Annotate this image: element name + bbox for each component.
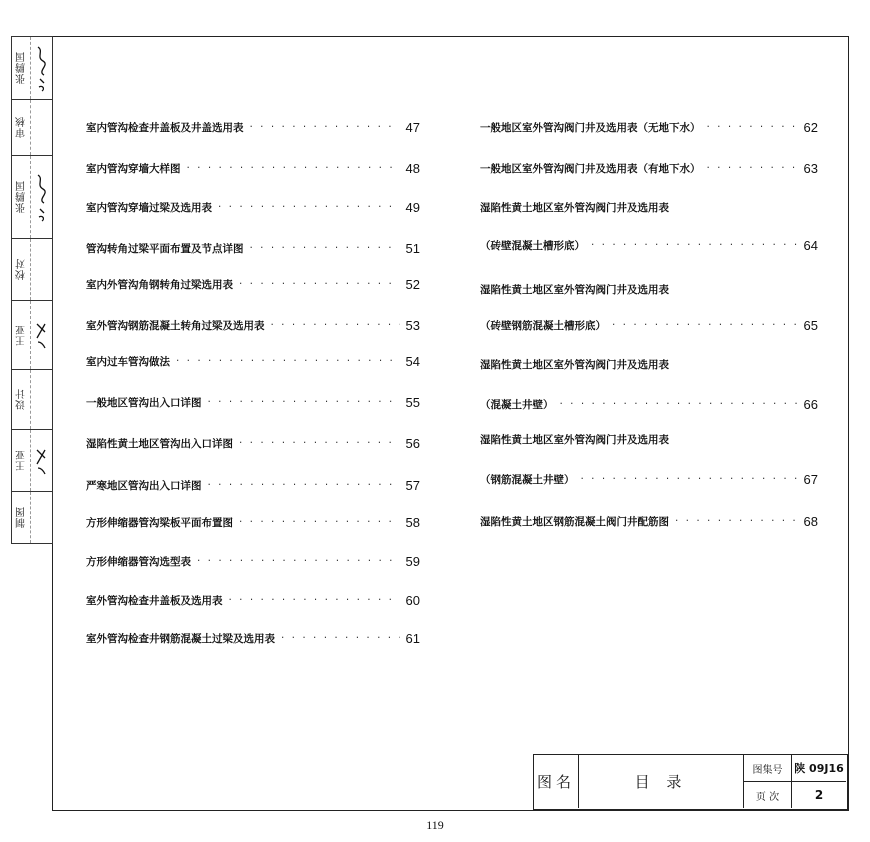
signature-mark bbox=[32, 430, 50, 491]
toc-page-number: 58 bbox=[405, 514, 420, 530]
toc-entry[interactable] bbox=[86, 514, 420, 530]
sidebar-label: 制图 bbox=[16, 506, 28, 529]
sidebar-label: 张腾国 bbox=[16, 180, 28, 214]
toc-page-number: 55 bbox=[405, 394, 420, 410]
toc-title: （混凝土井壁） bbox=[480, 398, 554, 411]
toc-title: 方形伸缩器管沟选型表 bbox=[86, 555, 191, 568]
drawing-name-label: 图名 bbox=[534, 755, 579, 808]
toc-title: 室内过车管沟做法 bbox=[86, 355, 170, 368]
toc-title: （钢筋混凝土井壁） bbox=[480, 473, 575, 486]
signature-mark bbox=[32, 37, 50, 99]
toc-title: 湿陷性黄土地区室外管沟阀门井及选用表 bbox=[480, 433, 669, 446]
drawing-name-value: 目 录 bbox=[579, 755, 744, 808]
sidebar-cell bbox=[12, 430, 52, 492]
toc-title: 湿陷性黄土地区室外管沟阀门井及选用表 bbox=[480, 201, 669, 214]
toc-page-number: 64 bbox=[803, 237, 818, 253]
sidebar-cell bbox=[12, 239, 52, 301]
toc-entry[interactable] bbox=[86, 199, 420, 215]
toc-page-number: 51 bbox=[405, 240, 420, 256]
toc-entry[interactable] bbox=[86, 317, 420, 333]
toc-entry[interactable] bbox=[86, 160, 420, 176]
sidebar-label: 审核 bbox=[16, 116, 28, 139]
toc-entry[interactable] bbox=[86, 630, 420, 646]
toc-page-number: 68 bbox=[803, 513, 818, 529]
toc-entry[interactable] bbox=[86, 592, 420, 608]
toc-entry[interactable] bbox=[480, 471, 818, 487]
toc-title: 室内外管沟角钢转角过梁选用表 bbox=[86, 278, 233, 291]
toc-page-number: 59 bbox=[405, 553, 420, 569]
atlas-number-value: 陕 09J16 bbox=[792, 755, 846, 782]
toc-page-number: 47 bbox=[405, 119, 420, 135]
toc-title: 室外管沟检查井钢筋混凝土过梁及选用表 bbox=[86, 632, 275, 645]
toc-title: 一般地区管沟出入口详图 bbox=[86, 396, 202, 409]
toc-page-number: 63 bbox=[803, 160, 818, 176]
toc-entry[interactable] bbox=[480, 119, 818, 135]
toc-title: 室内管沟检查井盖板及井盖选用表 bbox=[86, 121, 244, 134]
toc-page-number: 67 bbox=[803, 471, 818, 487]
toc-page-number: 56 bbox=[405, 435, 420, 451]
toc-title: 方形伸缩器管沟梁板平面布置图 bbox=[86, 516, 233, 529]
toc-page-number: 60 bbox=[405, 592, 420, 608]
toc-page-number: 57 bbox=[405, 477, 420, 493]
signature-sidebar bbox=[11, 36, 53, 544]
toc-page-number: 49 bbox=[405, 199, 420, 215]
toc-entry[interactable] bbox=[86, 240, 420, 256]
atlas-number-label: 图集号 bbox=[744, 755, 792, 782]
toc-title: 严寒地区管沟出入口详图 bbox=[86, 479, 202, 492]
toc-title: 湿陷性黄土地区管沟出入口详图 bbox=[86, 437, 233, 450]
toc-page-number: 65 bbox=[803, 317, 818, 333]
sidebar-cell bbox=[12, 492, 52, 543]
toc-page-number: 53 bbox=[405, 317, 420, 333]
toc-title: 湿陷性黄土地区室外管沟阀门井及选用表 bbox=[480, 358, 669, 371]
toc-page-number: 66 bbox=[803, 396, 818, 412]
toc-page-number: 54 bbox=[405, 353, 420, 369]
toc-entry-heading[interactable] bbox=[480, 431, 818, 447]
toc-entry[interactable] bbox=[480, 396, 818, 412]
toc-entry[interactable] bbox=[86, 435, 420, 451]
sidebar-label: 王亚 bbox=[16, 449, 28, 472]
sidebar-cell bbox=[12, 370, 52, 430]
toc-entry[interactable] bbox=[86, 394, 420, 410]
toc-entry[interactable] bbox=[86, 477, 420, 493]
toc-title: 室外管沟钢筋混凝土转角过梁及选用表 bbox=[86, 319, 265, 332]
toc-page-number: 62 bbox=[803, 119, 818, 135]
sidebar-cell bbox=[12, 301, 52, 370]
toc-entry[interactable] bbox=[86, 119, 420, 135]
toc-title: 室内管沟穿墙大样图 bbox=[86, 162, 181, 175]
page-count-value: 2 bbox=[814, 788, 824, 802]
toc-title: 室内管沟穿墙过梁及选用表 bbox=[86, 201, 212, 214]
toc-title: 湿陷性黄土地区室外管沟阀门井及选用表 bbox=[480, 283, 669, 296]
toc-title: （砖壁混凝土槽形底） bbox=[480, 239, 585, 252]
toc-entry[interactable] bbox=[480, 513, 818, 529]
toc-entry-heading[interactable] bbox=[480, 356, 818, 372]
toc-page-number: 61 bbox=[405, 630, 420, 646]
toc-title: 管沟转角过梁平面布置及节点详图 bbox=[86, 242, 244, 255]
signature-mark bbox=[32, 301, 50, 369]
drawing-frame bbox=[52, 36, 849, 811]
signature-mark bbox=[32, 156, 50, 238]
toc-entry[interactable] bbox=[86, 553, 420, 569]
toc-title: （砖壁钢筋混凝土槽形底） bbox=[480, 319, 606, 332]
toc-entry-heading[interactable] bbox=[480, 199, 818, 215]
toc-entry[interactable] bbox=[86, 353, 420, 369]
sidebar-label: 校对 bbox=[16, 258, 28, 281]
toc-title: 湿陷性黄土地区钢筋混凝土阀门井配筋图 bbox=[480, 515, 669, 528]
sidebar-label: 设计 bbox=[16, 388, 28, 411]
toc-entry[interactable] bbox=[480, 317, 818, 333]
sidebar-label: 王亚 bbox=[16, 324, 28, 346]
toc-entry[interactable] bbox=[86, 276, 420, 292]
toc-page-number: 48 bbox=[405, 160, 420, 176]
toc-entry-heading[interactable] bbox=[480, 281, 818, 297]
toc-entry[interactable] bbox=[480, 160, 818, 176]
toc-title: 一般地区室外管沟阀门井及选用表（有地下水） bbox=[480, 162, 701, 175]
sidebar-cell bbox=[12, 100, 52, 156]
toc-entry[interactable] bbox=[480, 237, 818, 253]
toc-title: 一般地区室外管沟阀门井及选用表（无地下水） bbox=[480, 121, 701, 134]
toc-title: 室外管沟检查井盖板及选用表 bbox=[86, 594, 223, 607]
toc-page-number: 52 bbox=[405, 276, 420, 292]
sidebar-label: 张腾国 bbox=[16, 51, 28, 85]
footer-page-number: 119 bbox=[426, 818, 444, 832]
page-count-label: 页 次 bbox=[744, 782, 792, 808]
sidebar-cell bbox=[12, 37, 52, 100]
title-block bbox=[533, 754, 848, 810]
sidebar-cell bbox=[12, 156, 52, 239]
